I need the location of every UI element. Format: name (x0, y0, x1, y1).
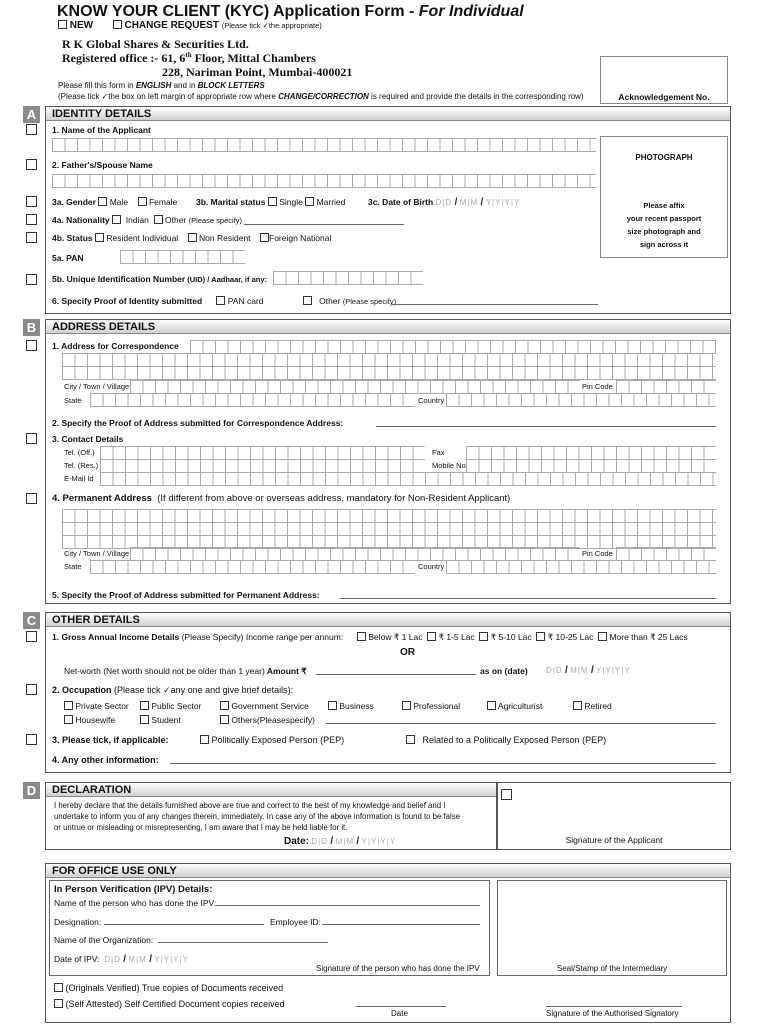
designation-label: Designation: (54, 917, 102, 927)
email-label: E-Mail Id (64, 474, 94, 483)
networth-date[interactable]: D|D / M|M / Y|Y|Y|Y (546, 665, 631, 676)
change-checkbox-pep[interactable] (26, 734, 37, 745)
father-name-label: 2. Father's/Spouse Name (52, 160, 153, 170)
corr-address-row2[interactable] (62, 353, 716, 367)
occupation-govt: Government Service (220, 701, 309, 711)
marital-row: 3b. Marital status Single Married (196, 197, 346, 207)
occupation-retired: Retired (573, 701, 612, 711)
corr-state-label: State (64, 396, 82, 405)
seal-box[interactable] (497, 880, 727, 976)
acknowledgement-box[interactable] (600, 56, 728, 104)
seal-label: Seal/Stamp of the Intermediary (556, 964, 668, 973)
office-address: 228, Nariman Point, Mumbai-400021 (162, 65, 353, 79)
corr-pin-label: Pin Code (582, 382, 613, 391)
section-letter-b: B (23, 319, 40, 336)
public-sector-checkbox[interactable] (140, 701, 149, 710)
corr-city-label: City / Town / Village (64, 382, 130, 391)
as-on-label: as on (date) (480, 666, 528, 676)
corr-country-cells[interactable] (446, 393, 716, 407)
mobile-label: Mobile No (432, 461, 466, 470)
proof-corr-label: 2. Specify the Proof of Address submitted for Correspondence Address: (52, 418, 344, 428)
organization-line[interactable] (158, 942, 328, 943)
organization-label: Name of the Organization: (54, 935, 154, 945)
pan-cells[interactable] (120, 250, 245, 264)
other-nationality-checkbox[interactable] (154, 215, 163, 224)
married-checkbox[interactable] (305, 197, 314, 206)
declaration-date-label: Date: (284, 836, 310, 847)
occupation-agri: Agriculturist (487, 701, 542, 711)
any-other-label: 4. Any other information: (52, 755, 159, 765)
income-1-5-checkbox[interactable] (427, 632, 436, 641)
nonresident-checkbox[interactable] (188, 233, 197, 242)
contact-label: 3. Contact Details (52, 434, 124, 444)
instruction-2: (Please tick ✓the box on left margin of appropriate row where CHANGE/CORRECTION is required and provide the details in the corresponding row) (58, 92, 584, 101)
occupation-label: 2. Occupation (Please tick ✓any one and give brief details): (52, 685, 294, 695)
income-below-1-checkbox[interactable] (357, 632, 366, 641)
perm-pin-label: Pin Code (582, 549, 613, 558)
change-checkbox-income[interactable] (26, 631, 37, 642)
perm-state-label: State (64, 562, 82, 571)
corr-pin-cells[interactable] (616, 380, 716, 394)
housewife-checkbox[interactable] (64, 715, 73, 724)
perm-pin-cells[interactable] (616, 547, 716, 561)
occupation-student: Student (140, 715, 181, 725)
correspondence-label: 1. Address for Correspondence (52, 341, 179, 351)
foreign-national-checkbox[interactable] (260, 233, 269, 242)
tick-note: (Please tick ✓the appropriate) (221, 21, 322, 30)
new-checkbox[interactable] (58, 20, 67, 29)
networth-label: Net-worth (Net worth should not be older than 1 year) Amount ₹ (64, 666, 307, 676)
employee-id-label: Employee ID: (270, 917, 322, 927)
change-checkbox-nationality[interactable] (26, 214, 37, 225)
change-checkbox-occupation[interactable] (26, 684, 37, 695)
perm-state-cells[interactable] (90, 560, 415, 574)
applicant-name-label: 1. Name of the Applicant (52, 125, 151, 135)
income-10-25-checkbox[interactable] (536, 632, 545, 641)
income-25-plus-checkbox[interactable] (598, 632, 607, 641)
ack-label: Acknowledgement No. (618, 92, 710, 102)
form-type-options (58, 20, 322, 31)
corr-country-label: Country (418, 396, 445, 405)
fax-label: Fax (432, 448, 445, 457)
originals-verified: (Originals Verified) True copies of Documents received (54, 983, 283, 993)
occupation-housewife: Housewife (64, 715, 115, 725)
applicant-signature-box[interactable] (497, 782, 731, 850)
ipv-date-label: Date of IPV: (54, 954, 100, 964)
other-title: OTHER DETAILS (46, 613, 730, 627)
dob-row[interactable]: 3c. Date of Birth D|D / M|M / Y|Y|Y|Y (368, 197, 521, 208)
pan-label: 5a. PAN (52, 253, 84, 263)
father-name-cells[interactable] (52, 174, 596, 188)
income-options: Below ₹ 1 Lac ₹ 1-5 Lac ₹ 5-10 Lac ₹ 10-25 Lac More than ₹ 25 Lacs (357, 632, 688, 643)
originals-verified-checkbox[interactable] (54, 983, 63, 992)
ipv-name-label: Name of the person who has done the IPV: (54, 898, 217, 908)
corr-address-row3[interactable] (62, 366, 716, 380)
tel-off-label: Tel. (Off.) (64, 448, 95, 457)
ipv-name-line[interactable] (216, 905, 480, 906)
occupation-others: Others(Pleasespecify) (220, 715, 315, 725)
pan-card-checkbox[interactable] (216, 296, 225, 305)
income-5-10-checkbox[interactable] (479, 632, 488, 641)
perm-city-label: City / Town / Village (64, 549, 130, 558)
tel-off-cells[interactable] (100, 446, 425, 460)
agriculturist-checkbox[interactable] (487, 701, 496, 710)
resident-checkbox[interactable] (95, 233, 104, 242)
corr-city-cells[interactable] (130, 380, 580, 394)
self-attested: (Self Attested) Self Certified Document copies received (54, 999, 285, 1009)
photograph-box[interactable] (600, 136, 728, 258)
declaration-title: DECLARATION (46, 783, 496, 797)
female-checkbox[interactable] (138, 197, 147, 206)
proof-perm-label: 5. Specify the Proof of Address submitted for Permanent Address: (52, 590, 320, 600)
related-pep-checkbox[interactable] (406, 735, 415, 744)
applicant-name-cells[interactable] (52, 138, 596, 152)
any-other-line[interactable] (170, 763, 716, 764)
email-cells[interactable] (100, 472, 716, 486)
income-label: 1. Gross Annual Income Details (Please Specify) Income range per annum: (52, 632, 344, 642)
pep-checkbox[interactable] (200, 735, 209, 744)
mobile-cells[interactable] (466, 459, 716, 473)
corr-state-cells[interactable] (90, 393, 415, 407)
change-request-checkbox[interactable] (113, 20, 122, 29)
address-title: ADDRESS DETAILS (46, 320, 730, 334)
change-checkbox-permanent[interactable] (26, 493, 37, 504)
applicant-signature-label: Signature of the Applicant (565, 835, 663, 845)
other-proof-line[interactable] (392, 304, 598, 305)
change-checkbox-correspondence[interactable] (26, 340, 37, 351)
male-checkbox[interactable] (98, 197, 107, 206)
authorised-signature-line[interactable] (546, 1006, 682, 1007)
related-pep-option: Related to a Politically Exposed Person (PEP) (406, 735, 606, 745)
retired-checkbox[interactable] (573, 701, 582, 710)
designation-line[interactable] (104, 924, 264, 925)
change-checkbox-gender[interactable] (26, 196, 37, 207)
single-checkbox[interactable] (268, 197, 277, 206)
section-letter-c: C (23, 612, 40, 629)
company-name: R K Global Shares & Securities Ltd. (62, 37, 249, 51)
proof-perm-line[interactable] (340, 598, 716, 599)
change-checkbox-status[interactable] (26, 232, 37, 243)
photo-instructions: Please affix your recent passport size photograph and sign across it (626, 201, 702, 249)
private-sector-checkbox[interactable] (64, 701, 73, 710)
gender-row: 3a. Gender Male Female (52, 197, 178, 207)
permanent-label: 4. Permanent Address (If different from above or overseas address, mandatory for Non-Resident Applicant) (52, 493, 511, 504)
student-checkbox[interactable] (140, 715, 149, 724)
change-checkbox-contact[interactable] (26, 433, 37, 444)
change-request-label: CHANGE REQUEST (124, 20, 219, 31)
others-checkbox[interactable] (220, 715, 229, 724)
tel-res-cells[interactable] (100, 459, 425, 473)
dob-label: 3c. Date of Birth (368, 197, 434, 207)
other-proof-checkbox[interactable] (303, 296, 312, 305)
employee-id-line[interactable] (322, 924, 480, 925)
government-service-checkbox[interactable] (220, 701, 229, 710)
section-letter-a: A (23, 106, 40, 123)
form-title: KNOW YOUR CLIENT (KYC) Application Form - For Individual (57, 3, 524, 20)
perm-address-row1[interactable] (62, 509, 716, 523)
self-attested-checkbox[interactable] (54, 999, 63, 1008)
perm-city-cells[interactable] (130, 547, 580, 561)
uid-label: 5b. Unique Identification Number (UID) / Aadhaar, if any: (52, 274, 268, 284)
occupation-public: Public Sector (140, 701, 201, 711)
tel-res-label: Tel. (Res.) (64, 461, 99, 470)
change-checkbox-uid[interactable] (26, 274, 37, 285)
ipv-date[interactable]: Date of IPV: D|D / M|M / Y|Y|Y|Y (54, 954, 189, 965)
change-checkbox-father[interactable] (26, 159, 37, 170)
pep-question: 3. Please tick, if applicable: (52, 735, 169, 745)
proof-identity-row: 6. Specify Proof of Identity submitted PAN card (52, 296, 264, 306)
occupation-professional: Professional (402, 701, 460, 711)
other-proof-row: Other (Please specify) (303, 296, 396, 306)
authorised-signature-label: Signature of the Authorised Signatory (546, 1009, 679, 1018)
office-date-line[interactable] (356, 1006, 446, 1007)
occupation-details-line[interactable] (326, 723, 716, 724)
photo-title: PHOTOGRAPH (635, 153, 693, 162)
status-row: 4b. Status Resident Individual Non Resident Foreign National (52, 233, 332, 243)
occupation-private: Private Sector (64, 701, 129, 711)
office-date-label: Date (391, 1009, 408, 1018)
uid-cells[interactable] (273, 271, 423, 285)
declaration-date[interactable]: Date: D|D / M|M / Y|Y|Y|Y (284, 836, 397, 847)
fax-cells[interactable] (466, 446, 716, 460)
change-checkbox-name[interactable] (26, 124, 37, 135)
signature-checkbox[interactable] (501, 789, 512, 800)
nationality-row: 4a. Nationality Indian Other (Please specify) (52, 215, 243, 225)
declaration-text: I hereby declare that the details furnished above are true and correct to the best of my knowledge and belief and I undertake to inform you of any changes therein, immediately. In case any of the above information is found to be false or untrue or misleading or misrepresenting, I am aware that I may be held liable for it. (54, 801, 460, 832)
indian-checkbox[interactable] (112, 215, 121, 224)
office-title: FOR OFFICE USE ONLY (46, 864, 730, 878)
or-label: OR (400, 647, 415, 658)
identity-title: IDENTITY DETAILS (46, 107, 730, 121)
professional-checkbox[interactable] (402, 701, 411, 710)
occupation-business: Business (328, 701, 374, 711)
ipv-title: In Person Verification (IPV) Details: (54, 884, 213, 895)
corr-address-row1[interactable] (190, 340, 716, 354)
perm-address-row2[interactable] (62, 522, 716, 536)
ipv-signature-label: Signature of the person who has done the IPV (316, 964, 480, 973)
section-letter-d: D (23, 782, 40, 799)
other-nationality-line[interactable] (244, 224, 404, 225)
proof-corr-line[interactable] (376, 426, 716, 427)
new-label: NEW (69, 20, 94, 31)
networth-amount-line[interactable] (316, 674, 476, 675)
perm-country-label: Country (418, 562, 445, 571)
instruction-1: Please fill this form in ENGLISH and in BLOCK LETTERS (58, 81, 265, 90)
business-checkbox[interactable] (328, 701, 337, 710)
perm-country-cells[interactable] (446, 560, 716, 574)
registered-office: Registered office :- 61, 6th Floor, Mittal Chambers (62, 51, 316, 65)
pep-option: Politically Exposed Person (PEP) (200, 735, 344, 745)
